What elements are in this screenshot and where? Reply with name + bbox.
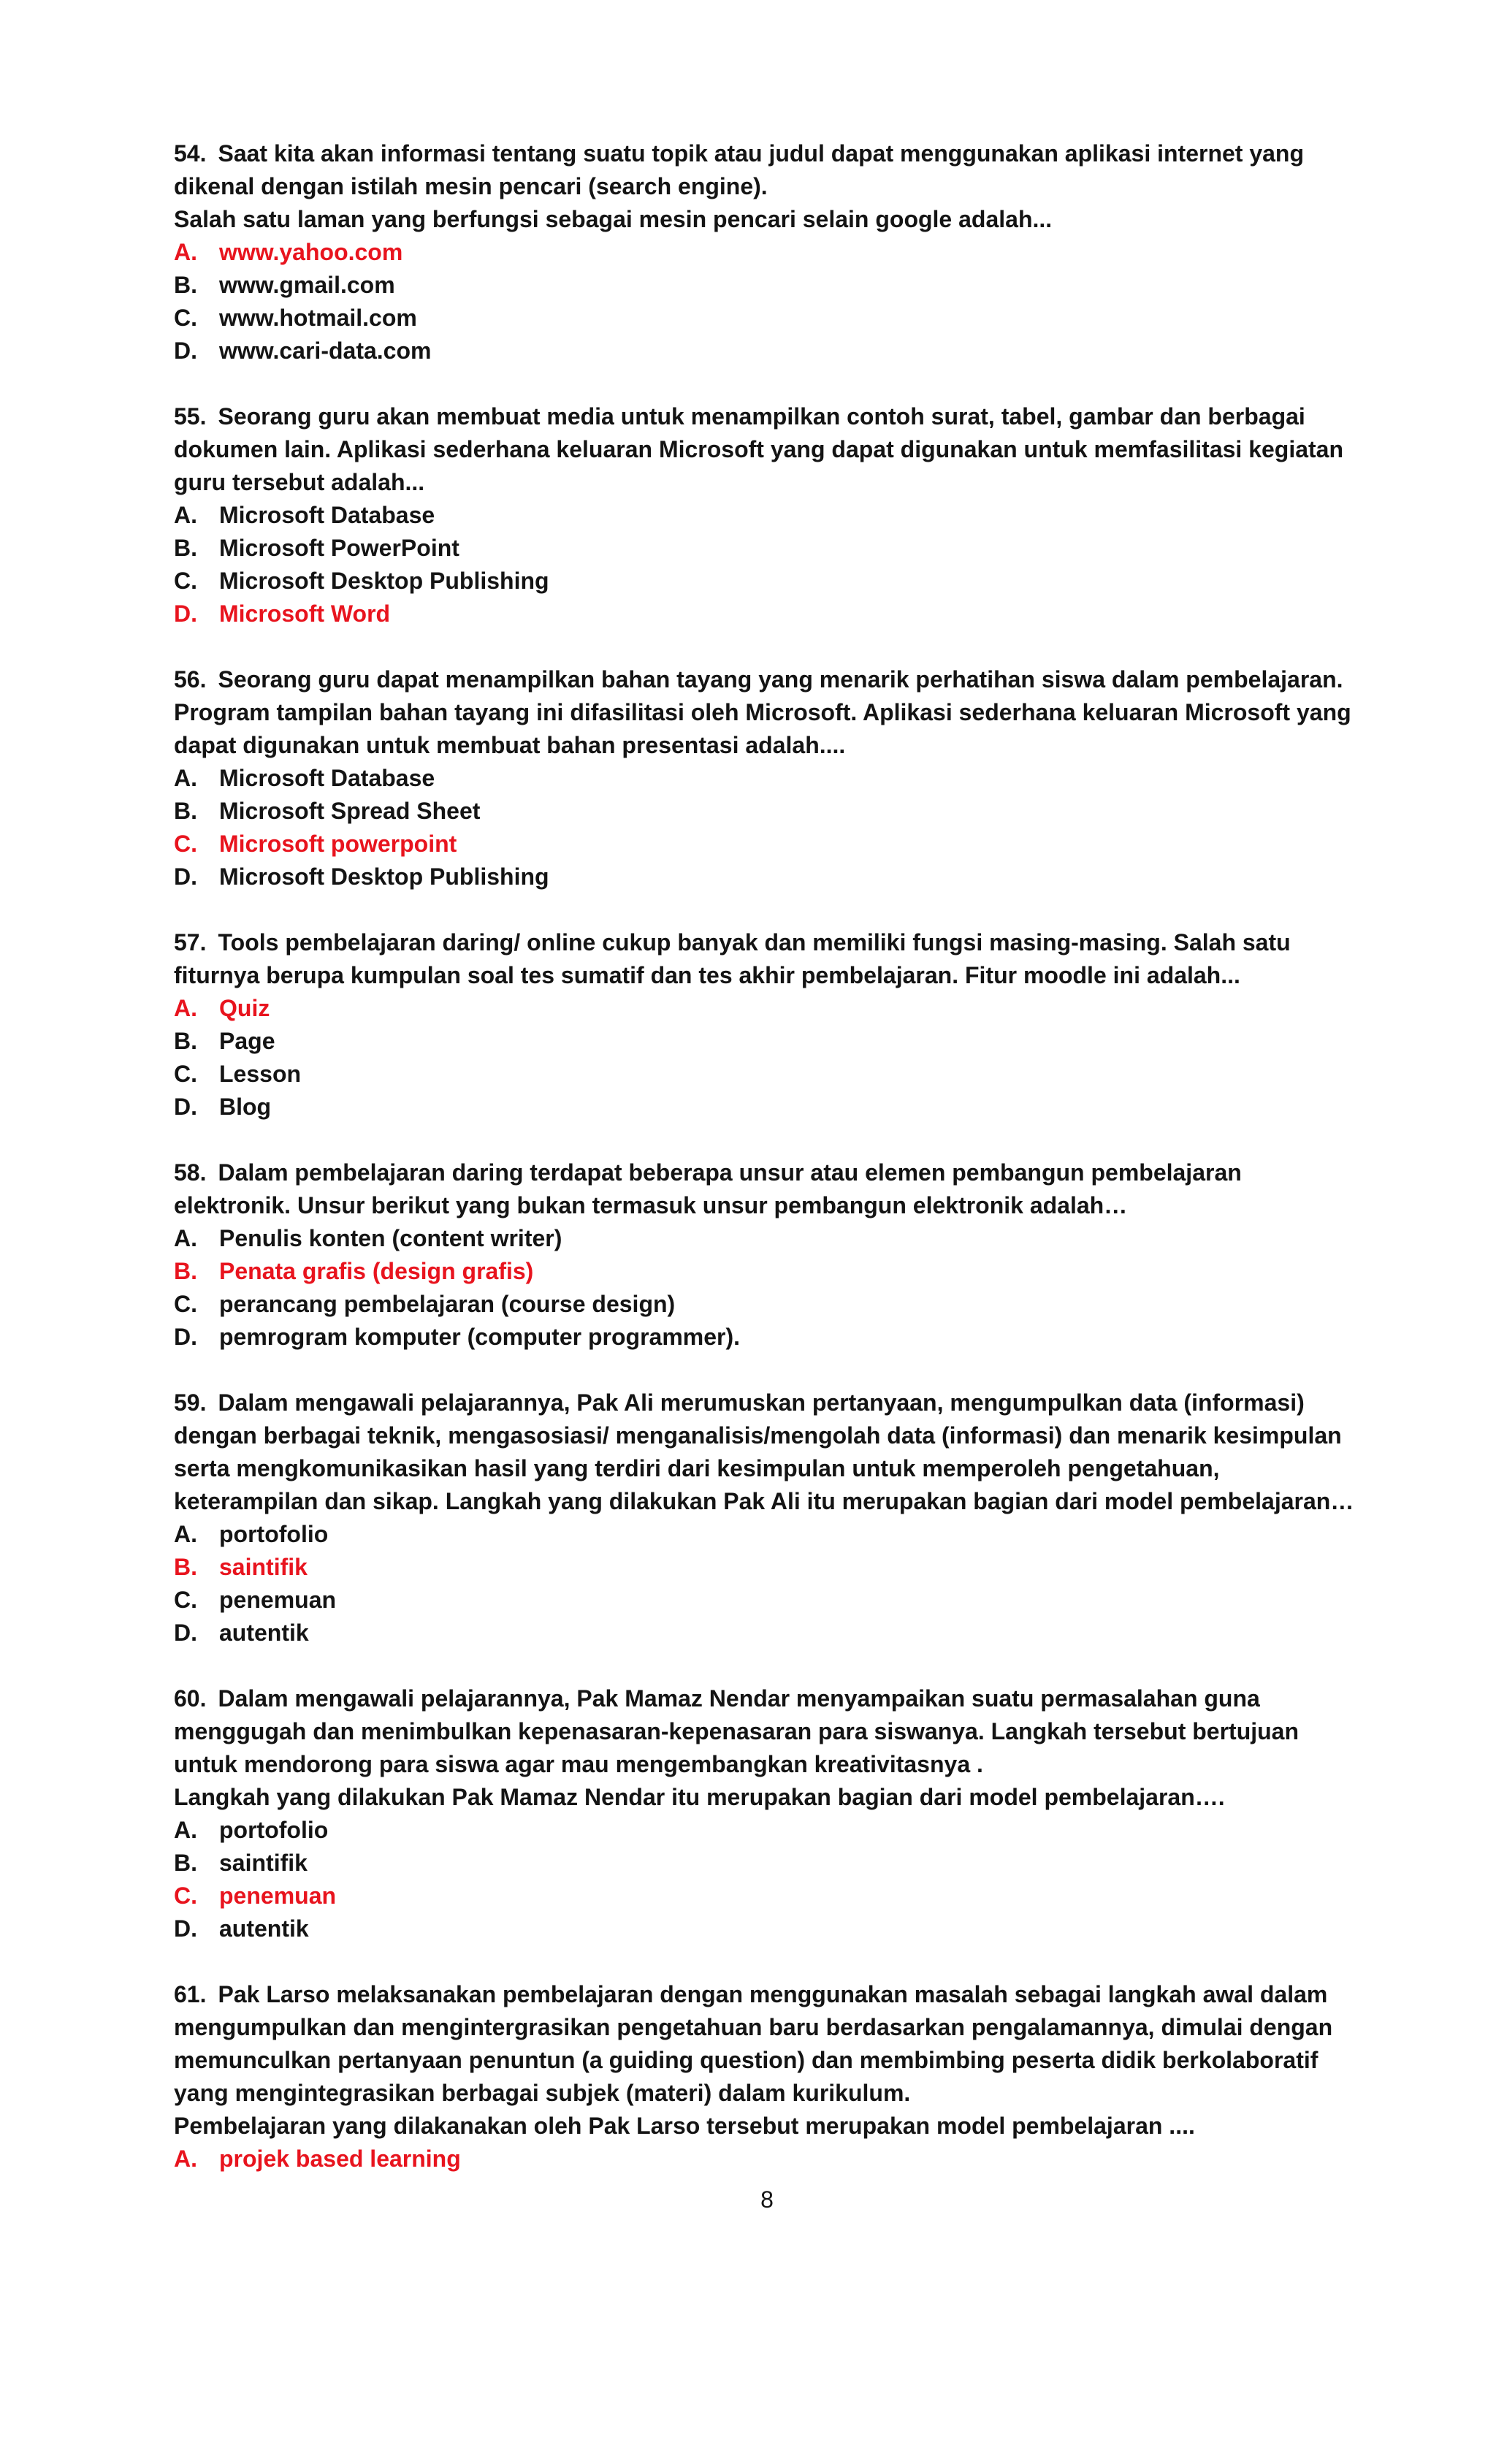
question-block [174, 137, 1372, 367]
question-line [174, 1715, 1372, 1748]
question-line [174, 433, 1372, 466]
answer-option-correct [174, 236, 1372, 269]
question-line [174, 1156, 1372, 1189]
answer-option [174, 1518, 1372, 1551]
question-line-text: Langkah yang dilakukan Pak Mamaz Nendar itu merupakan bagian dari model pembelajaran…. [174, 1784, 1225, 1810]
question-line [174, 2011, 1372, 2044]
option-text: www.hotmail.com [219, 305, 417, 331]
answer-option-correct [174, 598, 1372, 630]
question-line [174, 1682, 1372, 1715]
answer-option [174, 1025, 1372, 1058]
question-line-text: serta mengkomunikasikan hasil yang terdiri dari kesimpulan untuk memperoleh pengetahuan, [174, 1455, 1220, 1481]
option-text: saintifik [219, 1554, 308, 1580]
question-line-text: Dalam pembelajaran daring terdapat beberapa unsur atau elemen pembangun pembelajaran [218, 1159, 1242, 1186]
answer-option [174, 1288, 1372, 1321]
question-line-text: Seorang guru akan membuat media untuk menampilkan contoh surat, tabel, gambar dan berbagai [218, 403, 1305, 430]
answer-option-correct [174, 828, 1372, 861]
option-letter: B. [174, 1258, 197, 1284]
question-block [174, 1978, 1372, 2175]
question-text [174, 400, 1372, 499]
option-text: portofolio [219, 1817, 329, 1843]
option-text: perancang pembelajaran (course design) [219, 1291, 676, 1317]
answer-option [174, 1912, 1372, 1945]
option-letter: B. [174, 272, 197, 298]
option-text: Microsoft PowerPoint [219, 535, 459, 561]
question-text [174, 1682, 1372, 1814]
question-line [174, 1419, 1372, 1452]
answer-option [174, 269, 1372, 302]
question-line-text: dapat digunakan untuk membuat bahan presentasi adalah.... [174, 732, 846, 758]
question-text [174, 137, 1372, 236]
answer-option [174, 1584, 1372, 1617]
option-text: penemuan [219, 1883, 337, 1909]
answer-option-correct [174, 1551, 1372, 1584]
option-letter: A. [174, 1521, 197, 1547]
option-text: Microsoft powerpoint [219, 831, 457, 857]
question-block [174, 1156, 1372, 1354]
question-number: 54. [174, 140, 207, 167]
option-text: pemrogram komputer (computer programmer). [219, 1324, 741, 1350]
answer-option [174, 532, 1372, 565]
question-line [174, 1781, 1372, 1814]
question-line-text: Saat kita akan informasi tentang suatu topik atau judul dapat menggunakan aplikasi internet yang [218, 140, 1305, 167]
question-number: 57. [174, 929, 207, 956]
question-line [174, 203, 1372, 236]
option-text: Microsoft Database [219, 765, 435, 791]
question-line [174, 2110, 1372, 2143]
answer-option [174, 1091, 1372, 1124]
question-line-text: Tools pembelajaran daring/ online cukup banyak dan memiliki fungsi masing-masing. Salah satu [218, 929, 1291, 956]
option-text: Microsoft Desktop Publishing [219, 568, 549, 594]
question-line-text: guru tersebut adalah... [174, 469, 425, 495]
question-line-text: Program tampilan bahan tayang ini difasilitasi oleh Microsoft. Aplikasi sederhana keluaran Microsoft yang [174, 699, 1351, 725]
answer-option-correct [174, 2143, 1372, 2175]
question-line-text: Pak Larso melaksanakan pembelajaran dengan menggunakan masalah sebagai langkah awal dalam [218, 1981, 1328, 2007]
answer-option [174, 302, 1372, 335]
question-line [174, 663, 1372, 696]
option-letter: A. [174, 765, 197, 791]
question-line-text: Dalam mengawali pelajarannya, Pak Mamaz Nendar menyampaikan suatu permasalahan guna [218, 1685, 1260, 1712]
option-letter: C. [174, 305, 197, 331]
page-number: 8 [760, 2186, 774, 2213]
question-list [174, 137, 1372, 2208]
question-line [174, 137, 1372, 170]
answer-option [174, 762, 1372, 795]
question-text [174, 926, 1372, 992]
question-text [174, 1978, 1372, 2143]
question-line-text: Seorang guru dapat menampilkan bahan tayang yang menarik perhatihan siswa dalam pembelajaran. [218, 666, 1343, 693]
option-letter: B. [174, 535, 197, 561]
option-text: Microsoft Desktop Publishing [219, 863, 549, 890]
question-line [174, 2044, 1372, 2077]
answer-option [174, 1847, 1372, 1880]
question-line-text: dokumen lain. Aplikasi sederhana keluaran Microsoft yang dapat digunakan untuk memfasilitasi kegiatan [174, 436, 1344, 462]
option-text: Penulis konten (content writer) [219, 1225, 562, 1251]
option-letter: A. [174, 995, 197, 1021]
option-letter: C. [174, 1291, 197, 1317]
option-letter: D. [174, 600, 197, 627]
question-number: 55. [174, 403, 207, 430]
question-block [174, 1387, 1372, 1649]
question-number: 61. [174, 1981, 207, 2007]
option-text: www.yahoo.com [219, 239, 403, 265]
question-text [174, 1387, 1372, 1518]
option-letter: B. [174, 1850, 197, 1876]
question-text [174, 663, 1372, 762]
question-line [174, 959, 1372, 992]
option-text: penemuan [219, 1587, 337, 1613]
question-line-text: yang mengintegrasikan berbagai subjek (materi) dalam kurikulum. [174, 2080, 911, 2106]
option-text: Lesson [219, 1061, 302, 1087]
question-line [174, 1485, 1372, 1518]
answer-option [174, 335, 1372, 367]
question-block [174, 926, 1372, 1124]
question-line [174, 729, 1372, 762]
option-text: projek based learning [219, 2145, 461, 2172]
question-line [174, 466, 1372, 499]
question-line [174, 696, 1372, 729]
answer-option [174, 1321, 1372, 1354]
question-text [174, 1156, 1372, 1222]
answer-option [174, 499, 1372, 532]
question-line-text: memunculkan pertanyaan penuntun (a guiding question) dan membimbing peserta didik berkolaboratif [174, 2047, 1318, 2073]
answer-option [174, 565, 1372, 598]
question-line [174, 1387, 1372, 1419]
answer-option [174, 1617, 1372, 1649]
option-text: Quiz [219, 995, 270, 1021]
option-text: Page [219, 1028, 275, 1054]
question-line-text: dengan berbagai teknik, mengasosiasi/ menganalisis/mengolah data (informasi) dan menarik kesimpulan [174, 1422, 1342, 1449]
option-letter: C. [174, 831, 197, 857]
option-text: saintifik [219, 1850, 308, 1876]
answer-option [174, 861, 1372, 893]
question-line-text: untuk mendorong para siswa agar mau mengembangkan kreativitasnya . [174, 1751, 983, 1777]
question-line-text: elektronik. Unsur berikut yang bukan termasuk unsur pembangun elektronik adalah… [174, 1192, 1128, 1218]
option-letter: A. [174, 1225, 197, 1251]
option-text: Blog [219, 1094, 272, 1120]
question-line-text: keterampilan dan sikap. Langkah yang dilakukan Pak Ali itu merupakan bagian dari model pembelajaran… [174, 1488, 1354, 1514]
answer-option [174, 1222, 1372, 1255]
option-letter: B. [174, 1028, 197, 1054]
option-letter: A. [174, 239, 197, 265]
option-text: www.cari-data.com [219, 337, 432, 364]
question-block [174, 1682, 1372, 1945]
option-letter: D. [174, 337, 197, 364]
option-letter: D. [174, 1620, 197, 1646]
option-text: Microsoft Database [219, 502, 435, 528]
option-letter: A. [174, 502, 197, 528]
question-line [174, 1452, 1372, 1485]
option-letter: D. [174, 1324, 197, 1350]
question-line-text: fiturnya berupa kumpulan soal tes sumatif dan tes akhir pembelajaran. Fitur moodle ini adalah... [174, 962, 1240, 988]
question-number: 60. [174, 1685, 207, 1712]
option-letter: D. [174, 1094, 197, 1120]
question-number: 58. [174, 1159, 207, 1186]
question-line [174, 400, 1372, 433]
option-text: portofolio [219, 1521, 329, 1547]
option-letter: A. [174, 1817, 197, 1843]
question-block [174, 663, 1372, 893]
option-letter: B. [174, 798, 197, 824]
option-letter: C. [174, 1587, 197, 1613]
option-letter: D. [174, 1915, 197, 1942]
option-text: Penata grafis (design grafis) [219, 1258, 534, 1284]
answer-option [174, 1058, 1372, 1091]
option-letter: C. [174, 1883, 197, 1909]
question-line [174, 1748, 1372, 1781]
question-line [174, 1189, 1372, 1222]
answer-option [174, 795, 1372, 828]
option-letter: C. [174, 568, 197, 594]
question-line-text: dikenal dengan istilah mesin pencari (search engine). [174, 173, 768, 199]
question-line-text: Dalam mengawali pelajarannya, Pak Ali merumuskan pertanyaan, mengumpulkan data (informasi) [218, 1389, 1305, 1416]
question-line-text: mengumpulkan dan mengintergrasikan pengetahuan baru berdasarkan pengalamannya, dimulai dengan [174, 2014, 1333, 2040]
option-letter: A. [174, 2145, 197, 2172]
answer-option-correct [174, 992, 1372, 1025]
option-text: Microsoft Word [219, 600, 391, 627]
question-number: 59. [174, 1389, 207, 1416]
question-line-text: menggugah dan menimbulkan kepenasaran-kepenasaran para siswanya. Langkah tersebut bertujuan [174, 1718, 1300, 1744]
question-line [174, 170, 1372, 203]
option-text: Microsoft Spread Sheet [219, 798, 481, 824]
option-text: autentik [219, 1620, 309, 1646]
question-line [174, 2077, 1372, 2110]
question-line [174, 926, 1372, 959]
option-letter: C. [174, 1061, 197, 1087]
option-text: autentik [219, 1915, 309, 1942]
question-line-text: Pembelajaran yang dilakanakan oleh Pak Larso tersebut merupakan model pembelajaran .... [174, 2113, 1195, 2139]
option-text: www.gmail.com [219, 272, 395, 298]
question-block [174, 400, 1372, 630]
question-number: 56. [174, 666, 207, 693]
answer-option-correct [174, 1880, 1372, 1912]
answer-option [174, 1814, 1372, 1847]
answer-option-correct [174, 1255, 1372, 1288]
option-letter: D. [174, 863, 197, 890]
question-line-text: Salah satu laman yang berfungsi sebagai mesin pencari selain google adalah... [174, 206, 1053, 232]
question-line [174, 1978, 1372, 2011]
option-letter: B. [174, 1554, 197, 1580]
